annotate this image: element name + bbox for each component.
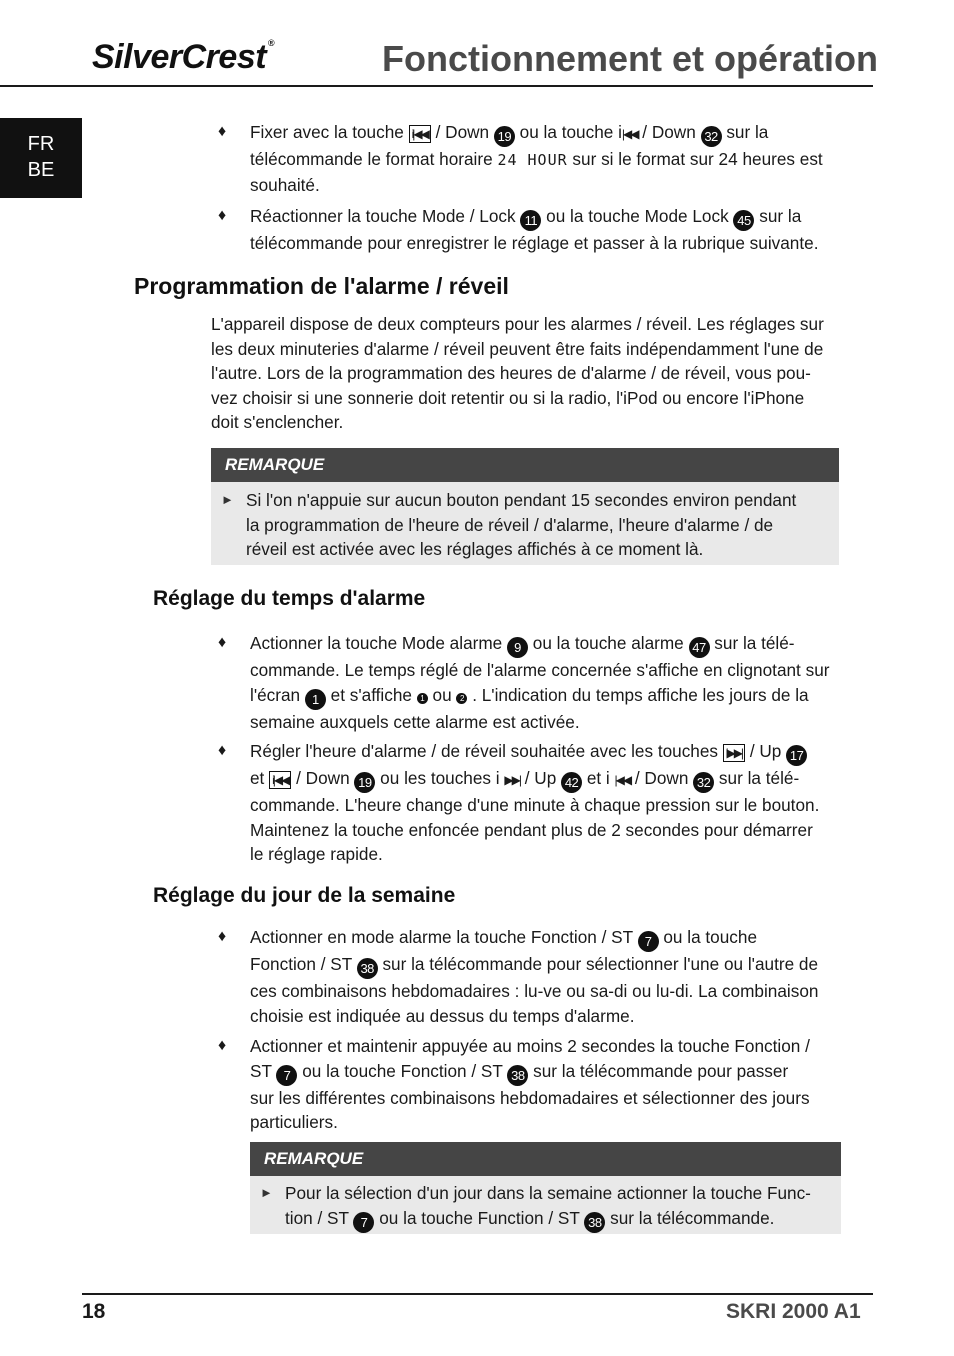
bullet-diamond: ♦ <box>218 928 227 945</box>
up-button-symbol: i▶▶| <box>723 744 745 762</box>
ref-number: 38 <box>507 1065 528 1086</box>
subsection-heading: Réglage du temps d'alarme <box>153 587 426 610</box>
lang-fr: FR <box>27 133 55 155</box>
ref-number: 19 <box>494 126 515 147</box>
footer-divider <box>82 1293 873 1295</box>
bullet-diamond: ♦ <box>218 1037 227 1054</box>
arrow-icon: ► <box>221 492 234 507</box>
remark-header: REMARQUE <box>211 448 839 482</box>
ref-number: 38 <box>357 958 378 979</box>
ref-number: 32 <box>693 772 714 793</box>
down-button-symbol: i|◀◀ <box>269 771 291 789</box>
header-divider <box>0 85 873 87</box>
ref-number: 7 <box>638 931 659 952</box>
ref-number: 9 <box>507 637 528 658</box>
remark-body: ► Pour la sélection d'un jour dans la semaine actionner la touche Func- tion / ST 7 ou la touche Function / ST 38 sur la télécommande. <box>250 1176 841 1234</box>
page-title: Fonctionnement et opération <box>382 38 879 79</box>
language-tab <box>0 118 82 198</box>
ref-number: 7 <box>353 1212 374 1233</box>
ref-number: 19 <box>354 772 375 793</box>
ref-number-small: 2 <box>456 693 467 704</box>
subsection-heading: Réglage du jour de la semaine <box>153 884 456 907</box>
ref-number: 1 <box>305 689 326 710</box>
ref-number: 32 <box>701 126 722 147</box>
lcd-24-hour: 24 HOUR <box>497 151 568 169</box>
ref-number: 42 <box>561 772 582 793</box>
bullet-diamond: ♦ <box>218 123 227 140</box>
ref-number: 38 <box>584 1212 605 1233</box>
bullet-diamond: ♦ <box>218 634 227 651</box>
ref-number: 17 <box>786 745 807 766</box>
brand-logo: SilverCrest ® <box>92 38 275 76</box>
ref-number: 47 <box>689 637 710 658</box>
ref-number: 11 <box>520 210 541 231</box>
section-paragraph: L'appareil dispose de deux compteurs pour les alarmes / réveil. Les réglages sur les deux minuteries d'alarme / réveil peuvent être faits indépendamment l'une de l'autre. Lors de la programmation des heures de d'alarme / de réveil, vous pou- vez choisir si une sonnerie doit retentir ou si la radio, l'iPod ou encore l'iPhone doit s'enclencher. <box>211 314 824 433</box>
ref-number: 45 <box>733 210 754 231</box>
ref-number-small: 1 <box>417 693 428 704</box>
bullet-diamond: ♦ <box>218 742 227 759</box>
model-name: SKRI 2000 A1 <box>726 1300 861 1323</box>
remark-header: REMARQUE <box>250 1142 841 1176</box>
bullet-diamond: ♦ <box>218 207 227 224</box>
remark-body: ► Si l'on n'appuie sur aucun bouton pendant 15 secondes environ pendant la programmation de l'heure de réveil / d'alarme, l'heure d'alarme / de réveil est activée avec les réglages affichés à ce moment là. <box>211 482 839 565</box>
arrow-icon: ► <box>260 1185 273 1200</box>
down-button-symbol: i|◀◀ <box>409 125 431 143</box>
page-number: 18 <box>82 1300 106 1323</box>
section-heading: Programmation de l'alarme / réveil <box>134 273 509 299</box>
ref-number: 7 <box>276 1065 297 1086</box>
lang-be: BE <box>27 159 55 181</box>
